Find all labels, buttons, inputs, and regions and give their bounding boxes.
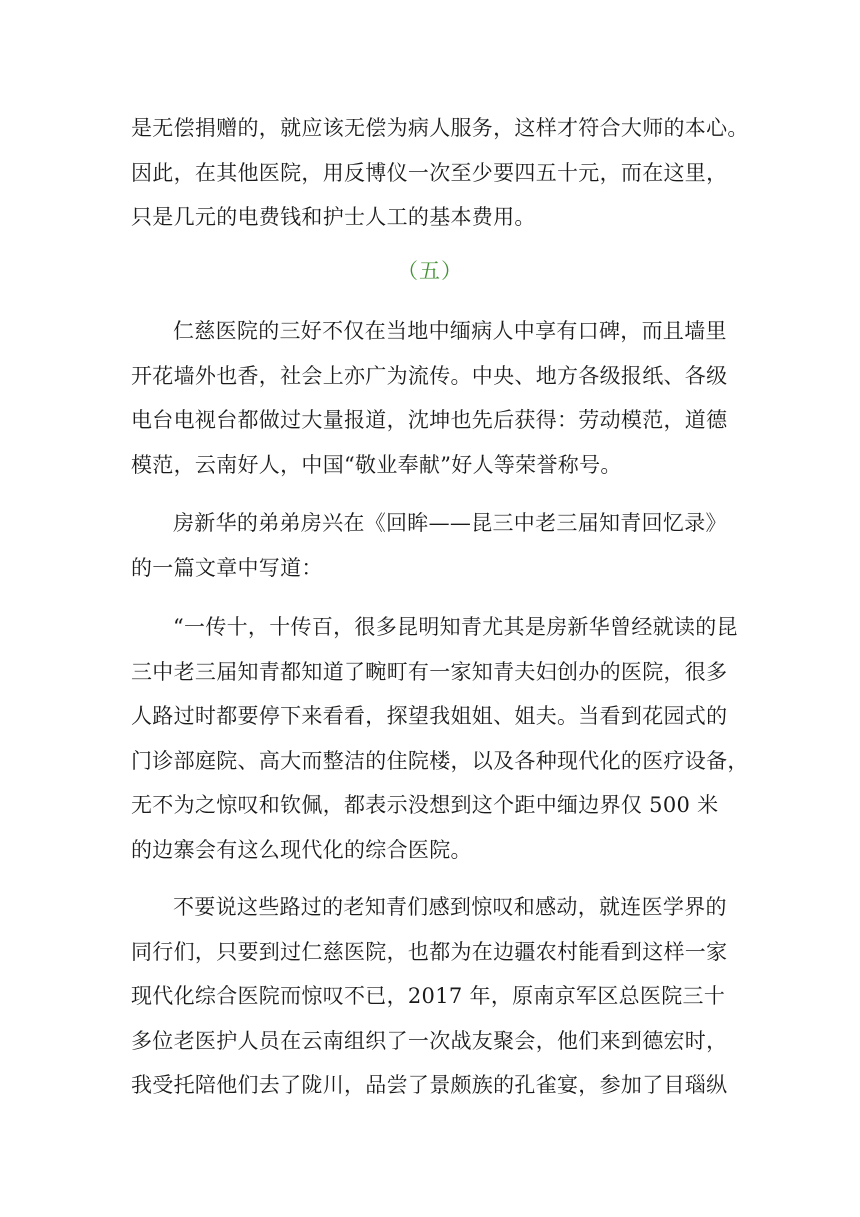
text-line: 门诊部庭院、高大而整洁的住院楼，以及各种现代化的医疗设备， <box>131 748 749 773</box>
text-line: 电台电视台都做过大量报道，沈坤也先后获得：劳动模范，道德 <box>131 408 728 432</box>
paragraph-4 <box>131 885 731 1108</box>
text-line: 的边寨会有这么现代化的综合医院。 <box>131 837 472 862</box>
text-line: 同行们，只要到过仁慈医院，也都为在边疆农村能看到这样一家 <box>131 939 728 964</box>
text-line: “一传十，十传百，很多昆明知青尤其是房新华曾经就读的昆 <box>173 615 738 639</box>
section-heading: （五） <box>397 259 463 283</box>
paragraph-3 <box>131 605 749 872</box>
text-line: 因此，在其他医院，用反博仪一次至少要四五十元，而在这里， <box>131 160 728 185</box>
text-line: 只是几元的电费钱和护士人工的基本费用。 <box>131 205 536 229</box>
paragraph-1 <box>131 309 731 487</box>
text-line: 仁慈医院的三好不仅在当地中缅病人中享有口碑，而且墙里 <box>173 319 727 343</box>
text-line: 房新华的弟弟房兴在《回眸——昆三中老三届知青回忆录》 <box>173 511 727 535</box>
text-line: 人路过时都要停下来看看，探望我姐姐、姐夫。当看到花园式的 <box>131 704 728 728</box>
text-line: 模范，云南好人，中国“敬业奉献”好人等荣誉称号。 <box>131 452 622 477</box>
text-line: 是无偿捐赠的，就应该无偿为病人服务，这样才符合大师的本心。 <box>131 116 749 140</box>
text-line: 的一篇文章中写道： <box>131 555 323 580</box>
text-line: 开花墙外也香，社会上亦广为流传。中央、地方各级报纸、各级 <box>131 363 728 388</box>
text-line: 我受托陪他们去了陇川，品尝了景颇族的孔雀宴，参加了目瑙纵 <box>131 1073 728 1097</box>
paragraph-2 <box>131 501 731 590</box>
paragraph-continued <box>131 106 749 240</box>
text-line: 多位老医护人员在云南组织了一次战友聚会，他们来到德宏时， <box>131 1028 728 1053</box>
text-line: 无不为之惊叹和钦佩，都表示没想到这个距中缅边界仅 500 米 <box>131 793 719 817</box>
text-line: 现代化综合医院而惊叹不已，2017 年，原南京军区总医院三十 <box>131 984 726 1008</box>
text-line: 不要说这些路过的老知青们感到惊叹和感动，就连医学界的 <box>173 895 727 919</box>
text-line: 三中老三届知青都知道了畹町有一家知青夫妇创办的医院，很多 <box>131 659 728 684</box>
